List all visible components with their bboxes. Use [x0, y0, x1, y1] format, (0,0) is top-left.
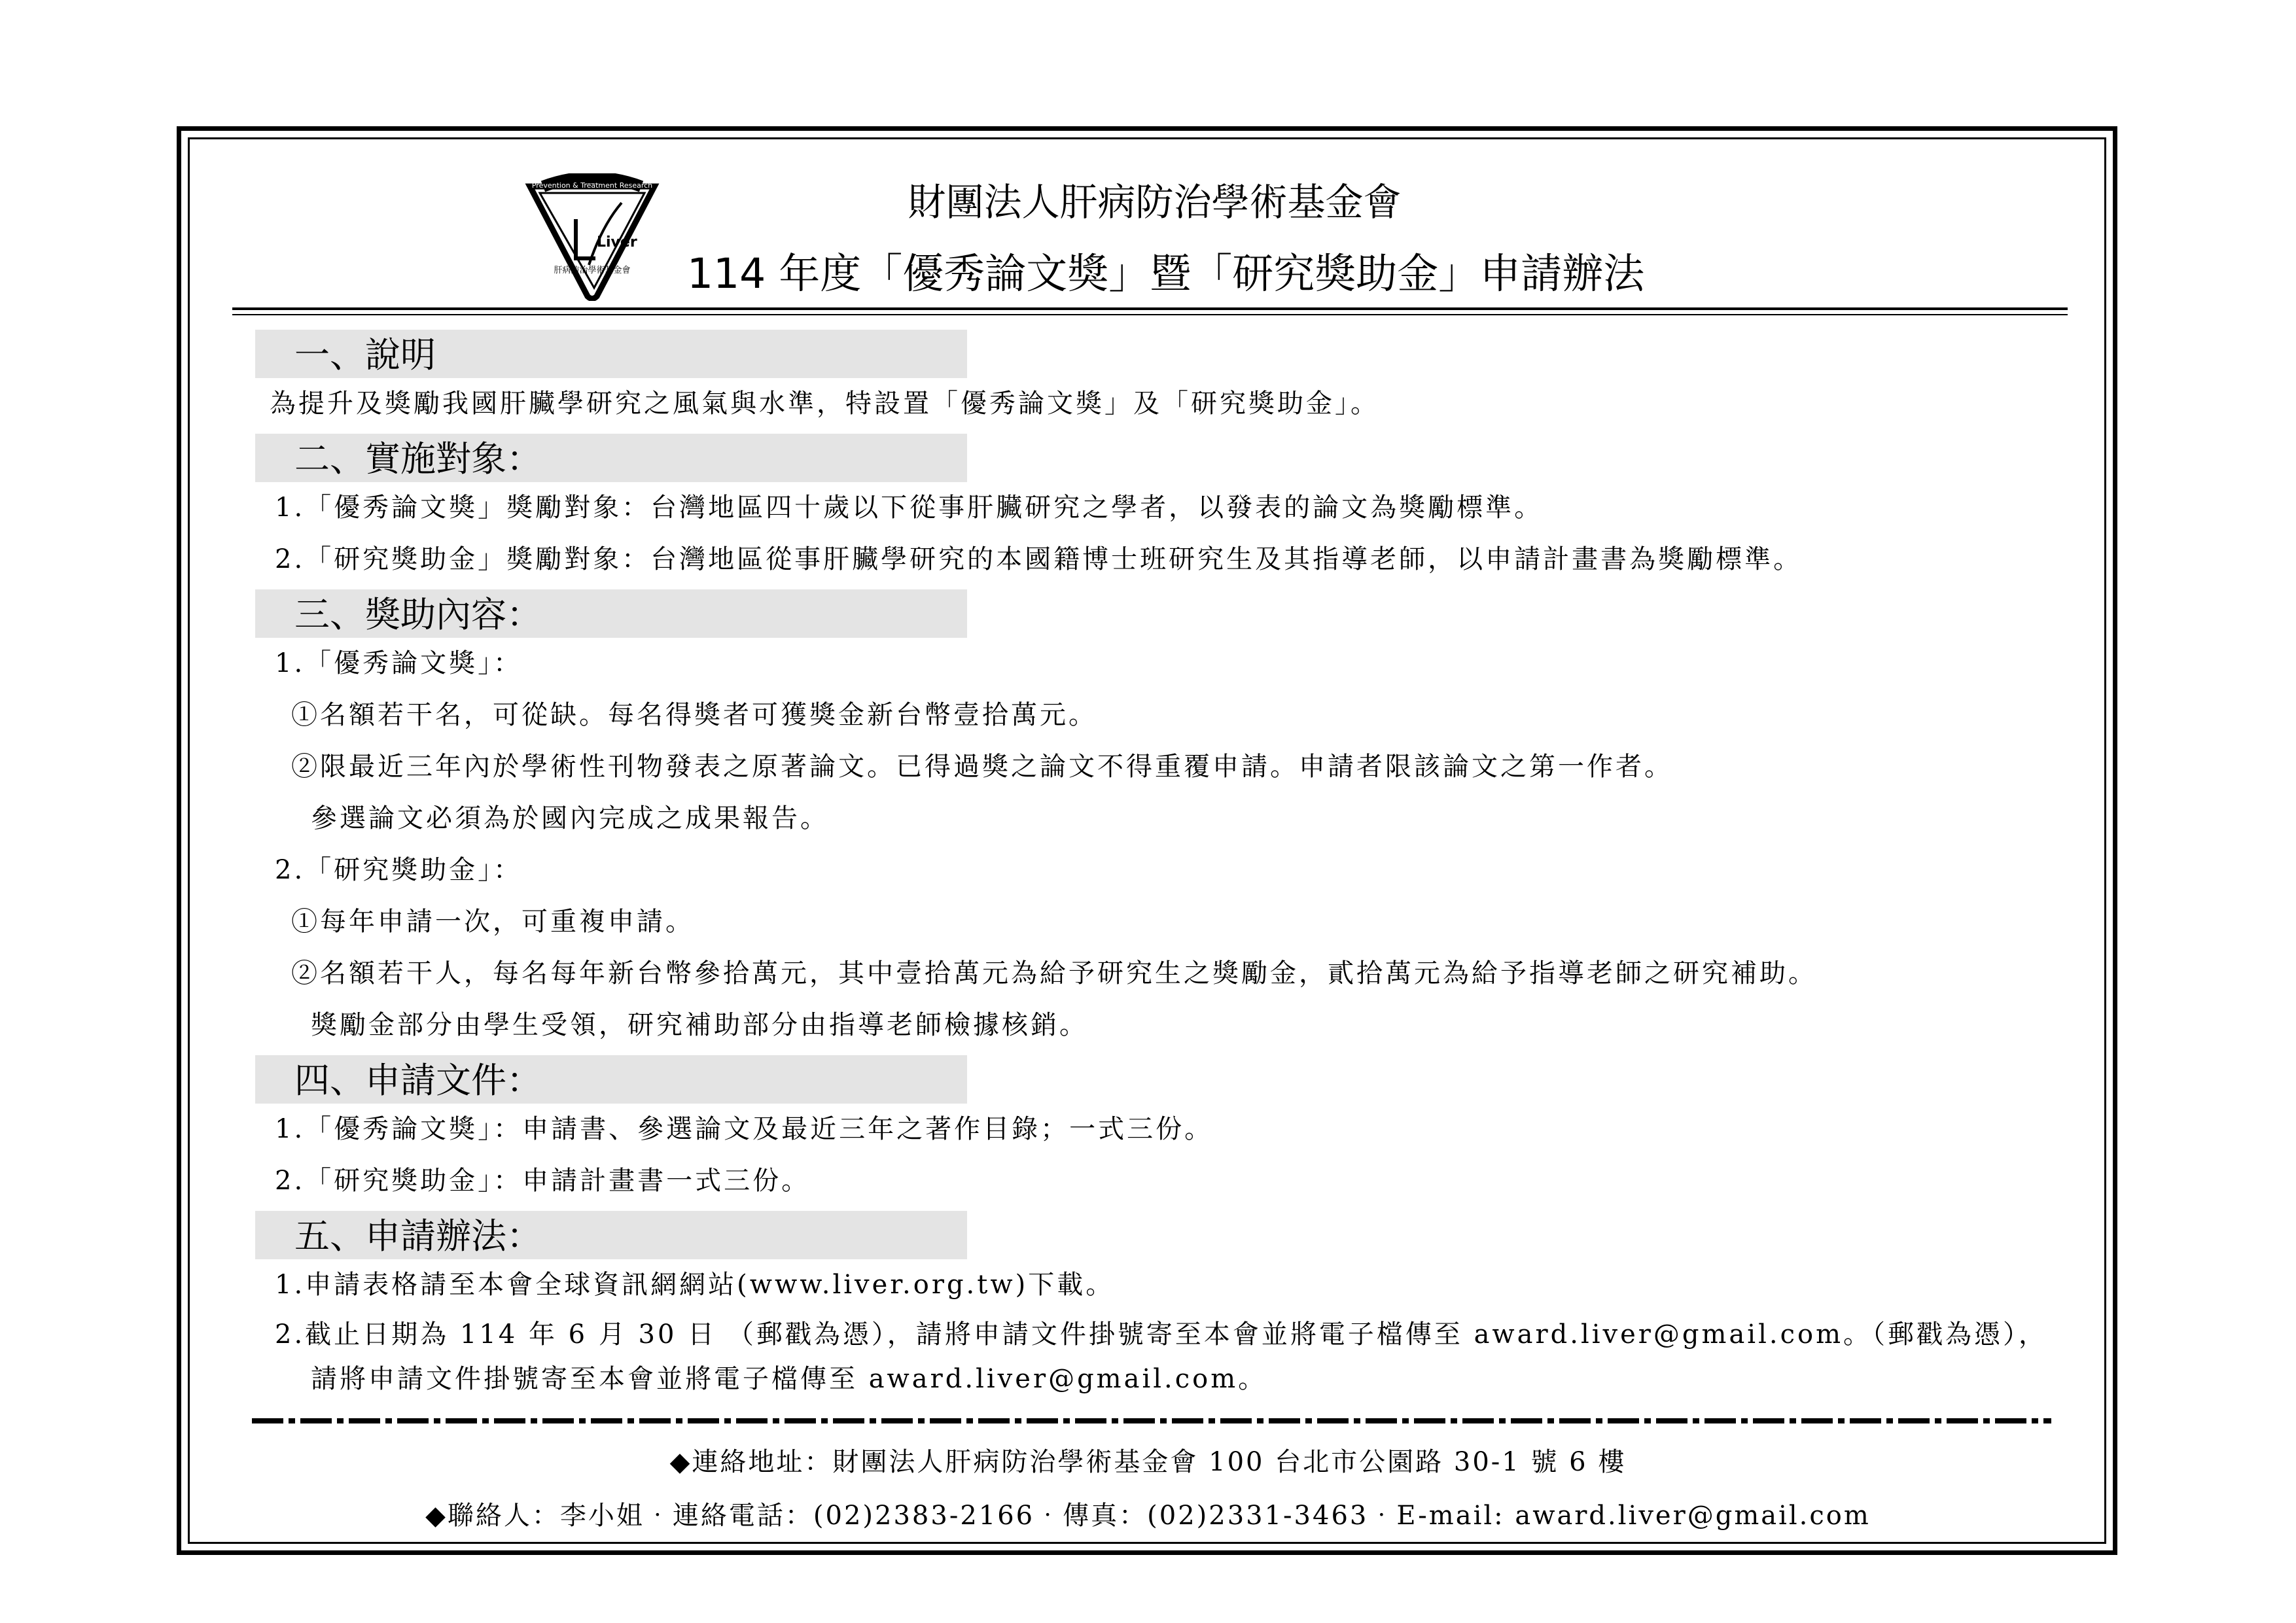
- logo-bottom-text: 肝病防治學術基金會: [554, 266, 631, 275]
- documents-item: 1.「優秀論文獎」：申請書、參選論文及最近三年之著作目錄；一式三份。: [275, 1114, 1214, 1144]
- application-item: 1.申請表格請至本會全球資訊網網站(www.liver.org.tw)下載。: [275, 1270, 1115, 1300]
- main-title: 114 年度「優秀論文獎」暨「研究獎助金」申請辦法: [687, 250, 1645, 298]
- title-rule-thin: [232, 314, 2068, 315]
- title-rule: [232, 307, 2068, 310]
- section-heading-documents: 四、申請文件：: [255, 1055, 967, 1104]
- footer-address: ◆連絡地址：財團法人肝病防治學術基金會 100 台北市公園路 30-1 號 6 樓: [669, 1447, 1627, 1477]
- award-content-item: ①名額若干名，可從缺。每名得獎者可獲獎金新台幣壹拾萬元。: [291, 700, 1097, 730]
- section-heading-explanation: 一、說明: [255, 330, 967, 378]
- award-content-item: 獎勵金部分由學生受領，研究補助部分由指導老師檢據核銷。: [311, 1010, 1088, 1040]
- section-heading-award-content: 三、獎助內容：: [255, 589, 967, 638]
- eligibility-item: 1.「優秀論文獎」獎勵對象：台灣地區四十歲以下從事肝臟研究之學者，以發表的論文為獎勵標準。: [275, 493, 1544, 523]
- award-content-item: 2.「研究獎助金」：: [275, 855, 523, 885]
- section-heading-eligibility: 二、實施對象：: [255, 434, 967, 482]
- application-item: 請將申請文件掛號寄至本會並將電子檔傳至 award.liver@gmail.com。: [311, 1364, 1267, 1394]
- eligibility-item: 2.「研究獎助金」獎勵對象：台灣地區從事肝臟學研究的本國籍博士班研究生及其指導老師，以申請計畫書為獎勵標準。: [275, 544, 1803, 574]
- award-content-item: ①每年申請一次，可重複申請。: [291, 907, 694, 937]
- award-content-item: ②名額若干人，每名每年新台幣參拾萬元，其中壹拾萬元為給予研究生之獎勵金，貳拾萬元為給予指導老師之研究補助。: [291, 958, 1817, 988]
- document-body: [255, 326, 2087, 1400]
- org-title: 財團法人肝病防治學術基金會: [908, 180, 1402, 224]
- application-item: 2.截止日期為 114 年 6 月 30 日 （郵戳為憑），請將申請文件掛號寄至本會並將電子檔傳至 award.liver@gmail.com。（郵戳為憑），: [275, 1319, 2048, 1350]
- award-content-item: 1.「優秀論文獎」：: [275, 648, 523, 678]
- explanation-text: 為提升及獎勵我國肝臟學研究之風氣與水準，特設置「優秀論文獎」及「研究獎助金」。: [270, 389, 1379, 419]
- section-heading-application: 五、申請辦法：: [255, 1211, 967, 1259]
- documents-item: 2.「研究獎助金」：申請計畫書一式三份。: [275, 1166, 811, 1196]
- logo-center-text: Liver: [597, 234, 637, 251]
- logo-top-text: Prevention & Treatment Research: [531, 181, 653, 190]
- award-content-item: 參選論文必須為於國內完成之成果報告。: [311, 803, 829, 833]
- dashed-divider: [252, 1418, 2051, 1423]
- footer-contact: ◆聯絡人：李小姐‧連絡電話：(02)2383-2166‧傳真：(02)2331-3463‧E-mail: award.liver@gmail.com: [425, 1501, 1871, 1531]
- award-content-item: ②限最近三年內於學術性刊物發表之原著論文。已得過獎之論文不得重覆申請。申請者限該論文之第一作者。: [291, 752, 1673, 782]
